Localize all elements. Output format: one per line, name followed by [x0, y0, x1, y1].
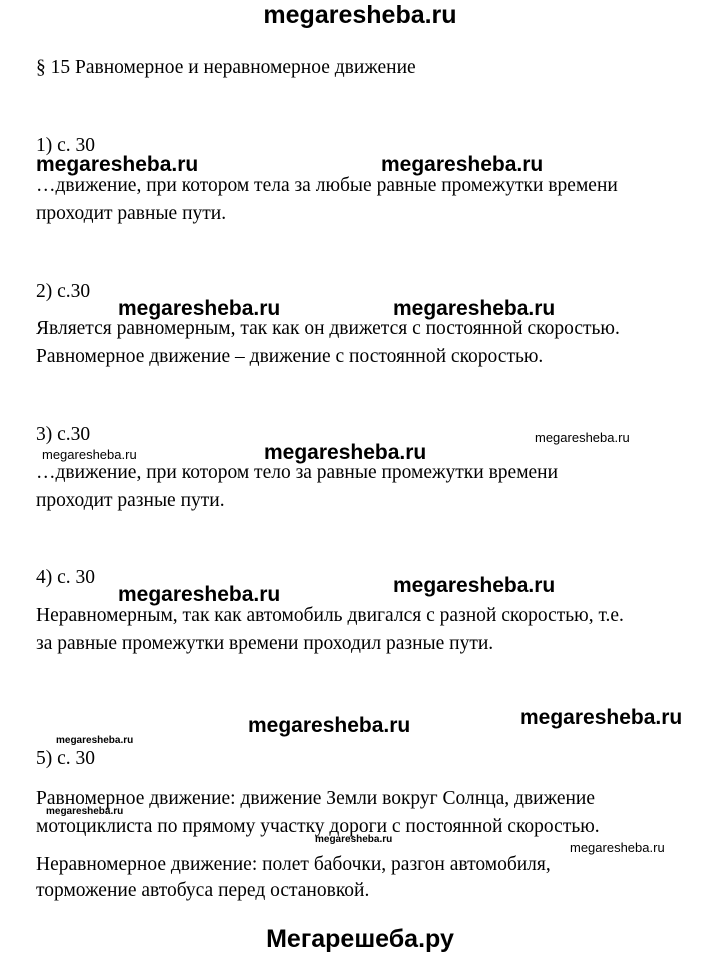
watermark: megaresheba.ru	[248, 714, 411, 737]
watermark: megaresheba.ru	[570, 840, 665, 855]
watermark: megaresheba.ru	[46, 806, 124, 817]
item-2-line-1: Является равномерным, так как он движется с постоянной скоростью.	[36, 318, 620, 339]
watermark: megaresheba.ru	[393, 574, 556, 597]
item-4-line-2: за равные промежутки времени проходил разные пути.	[36, 633, 494, 654]
section-title: § 15 Равномерное и неравномерное движение	[36, 57, 416, 78]
item-1-line-2: проходит равные пути.	[36, 203, 227, 224]
watermark: megaresheba.ru	[264, 441, 427, 464]
item-1-line-1: …движение, при котором тела за любые равные промежутки времени	[36, 175, 618, 196]
watermark: megaresheba.ru	[56, 735, 134, 746]
item-4-line-1: Неравномерным, так как автомобиль двигался с разной скоростью, т.е.	[36, 605, 624, 626]
item-3-line-1: …движение, при котором тело за равные промежутки времени	[36, 462, 559, 483]
site-footer: Мегарешеба.ру	[266, 925, 454, 953]
site-header: megaresheba.ru	[263, 1, 457, 29]
item-5-line-1: Равномерное движение: движение Земли вокруг Солнца, движение	[36, 788, 595, 809]
watermark: megaresheba.ru	[42, 447, 137, 462]
item-5-line-2: мотоциклиста по прямому участку дороги с постоянной скоростью.	[36, 816, 600, 837]
watermark: megaresheba.ru	[535, 430, 630, 445]
watermark: megaresheba.ru	[381, 153, 544, 176]
watermark: megaresheba.ru	[315, 834, 393, 845]
item-3-line-2: проходит разные пути.	[36, 490, 225, 511]
item-1-label: 1) с. 30	[36, 135, 96, 156]
watermark: megaresheba.ru	[36, 153, 199, 176]
watermark: megaresheba.ru	[393, 297, 556, 320]
item-2-line-2: Равномерное движение – движение с постоянной скоростью.	[36, 346, 544, 367]
watermark: megaresheba.ru	[520, 706, 683, 729]
item-5-label: 5) с. 30	[36, 748, 96, 769]
item-2-label: 2) с.30	[36, 281, 91, 302]
item-5-line-3: Неравномерное движение: полет бабочки, разгон автомобиля,	[36, 854, 551, 875]
watermark: megaresheba.ru	[118, 297, 281, 320]
item-3-label: 3) с.30	[36, 424, 91, 445]
watermark: megaresheba.ru	[118, 583, 281, 606]
item-4-label: 4) с. 30	[36, 567, 96, 588]
item-5-line-4: торможение автобуса перед остановкой.	[36, 880, 370, 901]
